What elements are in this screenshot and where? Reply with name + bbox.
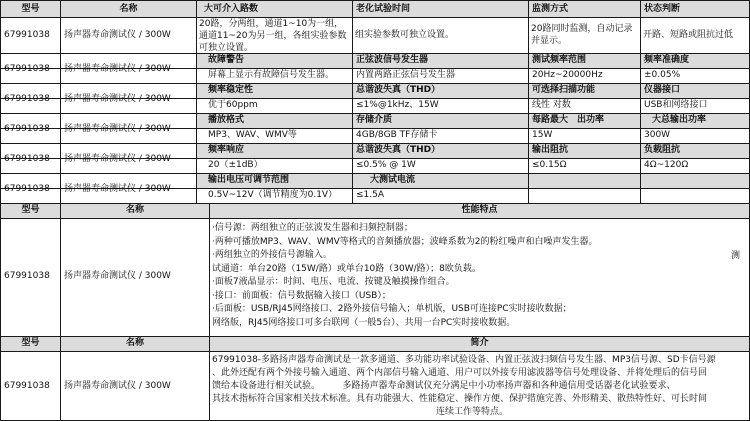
label-fault-alarm: 故障警告 bbox=[208, 55, 245, 65]
value-load-impedance: 4Ω~120Ω bbox=[644, 160, 689, 170]
value-instrument-interface: USB和网络接口 bbox=[644, 100, 708, 110]
label-output-impedance: 输出阻抗 bbox=[532, 145, 569, 155]
label-intro: 简介 bbox=[470, 338, 489, 348]
label-model: 型号 bbox=[21, 205, 40, 215]
label-thd: 总谐波失真（THD） bbox=[356, 85, 441, 95]
value-output-impedance: ≤0.15Ω bbox=[532, 160, 567, 170]
label-max-channels: 大可介入路数 bbox=[204, 4, 259, 14]
feature-line: ·后面板：USB/RJ45网络接口、2路外接信号输入；单机版，USB可连接PC实时接收数据； bbox=[212, 304, 572, 314]
label-freq-stability: 频率稳定性 bbox=[208, 85, 254, 95]
value-model: 67991038 bbox=[4, 94, 50, 104]
value-model: 67991038 bbox=[4, 154, 50, 164]
label-name: 名称 bbox=[125, 338, 144, 348]
label-name: 名称 bbox=[125, 205, 144, 215]
value-name: 扬声器寿命测试仪 / 300W bbox=[64, 30, 171, 40]
value-max-output-power: 300W bbox=[644, 130, 671, 140]
intro-line: 馈给本设备进行相关试验。 多路扬声器寿命测试仪充分满足中小功率扬声器和各种通信用受话器老化试验要求、 bbox=[212, 381, 676, 391]
label-aging-time: 老化试验时间 bbox=[356, 4, 411, 14]
value-name: 扬声器寿命测试仪 / 300W bbox=[64, 184, 171, 194]
feature-line: 试通道：单台20路（15W/路）或单台10路（30W/路）；8欧负载。 bbox=[212, 264, 481, 274]
label-sine-generator: 正弦波信号发生器 bbox=[356, 55, 429, 65]
feature-line: ·两组独立的外接信号源输入。 bbox=[212, 250, 332, 260]
label-freq-accuracy: 频率准确度 bbox=[644, 55, 690, 65]
label-output-voltage-range: 输出电压可调节范围 bbox=[208, 175, 290, 185]
label-sweep-range: 测试频率范围 bbox=[532, 55, 587, 65]
value-name: 扬声器寿命测试仪 / 300W bbox=[64, 154, 171, 164]
feature-line: ·接口：前面板：信号数据输入接口（USB）； bbox=[212, 291, 391, 301]
value-model: 67991038 bbox=[4, 30, 50, 40]
feature-stray-char: 测 bbox=[731, 251, 741, 261]
value-name: 扬声器寿命测试仪 / 300W bbox=[64, 124, 171, 134]
value-max-channels: 20路，分两组，通道1~10为一组，通道11~20为另一组，各组实验参数可独立设置。 bbox=[199, 19, 347, 53]
value-freq-accuracy: ±0.05% bbox=[644, 70, 681, 80]
value-test-current: ≤1.5A bbox=[356, 190, 385, 200]
value-fault-alarm: 屏幕上显示有故障信号发生器。 bbox=[208, 70, 335, 80]
feature-line: ·两种可播放MP3、WAV、WMV等格式的音频播放器；波峰系数为2的粉红噪声和白噪声发生器。 bbox=[212, 237, 598, 247]
value-freq-response: 20（±1dB） bbox=[208, 160, 263, 170]
value-freq-stability: 优于60ppm bbox=[208, 100, 258, 110]
value-thd: ≤1%@1kHz、15W bbox=[356, 100, 439, 110]
value-model: 67991038 bbox=[4, 381, 50, 391]
value-model: 67991038 bbox=[4, 124, 50, 134]
feature-line: ·面板7液晶显示：时间、电压、电流、按键及触摸操作组合。 bbox=[212, 277, 455, 287]
label-model: 型号 bbox=[21, 338, 40, 348]
value-play-format: MP3、WAV、WMV等 bbox=[208, 130, 297, 140]
value-sweep-func: 线性 对数 bbox=[532, 100, 571, 110]
label-max-output-power: 大总输出功率 bbox=[652, 115, 707, 125]
label-load-impedance: 负载阻抗 bbox=[644, 145, 681, 155]
label-name: 名称 bbox=[119, 4, 138, 14]
value-aging-time: 组实验参数可独立设置。 bbox=[355, 30, 455, 40]
value-monitor-mode: 20路同时监测，自动记录并显示。 bbox=[531, 24, 633, 46]
value-model: 67991038 bbox=[4, 184, 50, 194]
value-sweep-range: 20Hz~20000Hz bbox=[532, 70, 603, 80]
feature-line: ·信号源：两组独立的正弦波发生器和扫频控制器； bbox=[212, 223, 413, 233]
intro-line: 、此外还配有两个外接号输入通道、两个内部信号输入通道、用户可以外接专用滤波器等信号处理设备、并将处理后的信号回 bbox=[212, 368, 708, 378]
value-thd: ≤0.5% @ 1W bbox=[356, 160, 416, 170]
label-instrument-interface: 仪器接口 bbox=[644, 85, 681, 95]
value-name: 扬声器寿命测试仪 / 300W bbox=[64, 381, 171, 391]
value-model: 67991038 bbox=[4, 271, 50, 281]
value-name: 扬声器寿命测试仪 / 300W bbox=[64, 271, 171, 281]
intro-line: 连续工作等特点。 bbox=[436, 407, 509, 417]
label-monitor-mode: 监测方式 bbox=[532, 4, 569, 14]
label-features: 性能特点 bbox=[461, 205, 498, 215]
label-storage: 存储介质 bbox=[356, 115, 393, 125]
intro-line: 67991038-多路扬声器寿命测试是一款多通道、多功能功率试验设备、内置正弦波扫频信号发生器、MP3信号源、SD卡信号源 bbox=[212, 355, 716, 365]
value-output-voltage-range: 0.5V~12V（调节精度为0.1V） bbox=[208, 190, 338, 200]
value-model: 67991038 bbox=[4, 64, 50, 74]
feature-line: 网络版，RJ45网络接口可多台联网（一般5台）、共用一台PC实时接收数据。 bbox=[212, 318, 516, 328]
label-model: 型号 bbox=[21, 4, 40, 14]
value-storage: 4GB/8GB TF存储卡 bbox=[356, 130, 438, 140]
value-name: 扬声器寿命测试仪 / 300W bbox=[64, 64, 171, 74]
label-sweep-func: 可选择扫描功能 bbox=[532, 85, 596, 95]
label-freq-response: 频率响应 bbox=[208, 145, 245, 155]
value-name: 扬声器寿命测试仪 / 300W bbox=[64, 94, 171, 104]
label-max-power-per-channel: 每路最大 出功率 bbox=[532, 115, 605, 125]
intro-line: 其技术指标符合国家相关技术标准。具有功能强大、性能稳定、操作方便、保护措施完善、外形精美、散热特性好、可长时间 bbox=[212, 394, 708, 404]
label-thd: 总谐波失真（THD） bbox=[356, 145, 441, 155]
value-max-power-per-channel: 15W bbox=[532, 130, 553, 140]
value-status-judge: 开路、短路或阻抗过低 bbox=[643, 30, 734, 40]
label-status-judge: 状态判断 bbox=[644, 4, 681, 14]
label-play-format: 播放格式 bbox=[208, 115, 245, 125]
value-sine-generator: 内置两路正弦信号发生器 bbox=[356, 70, 456, 80]
label-test-current: 大测试电流 bbox=[370, 175, 416, 185]
